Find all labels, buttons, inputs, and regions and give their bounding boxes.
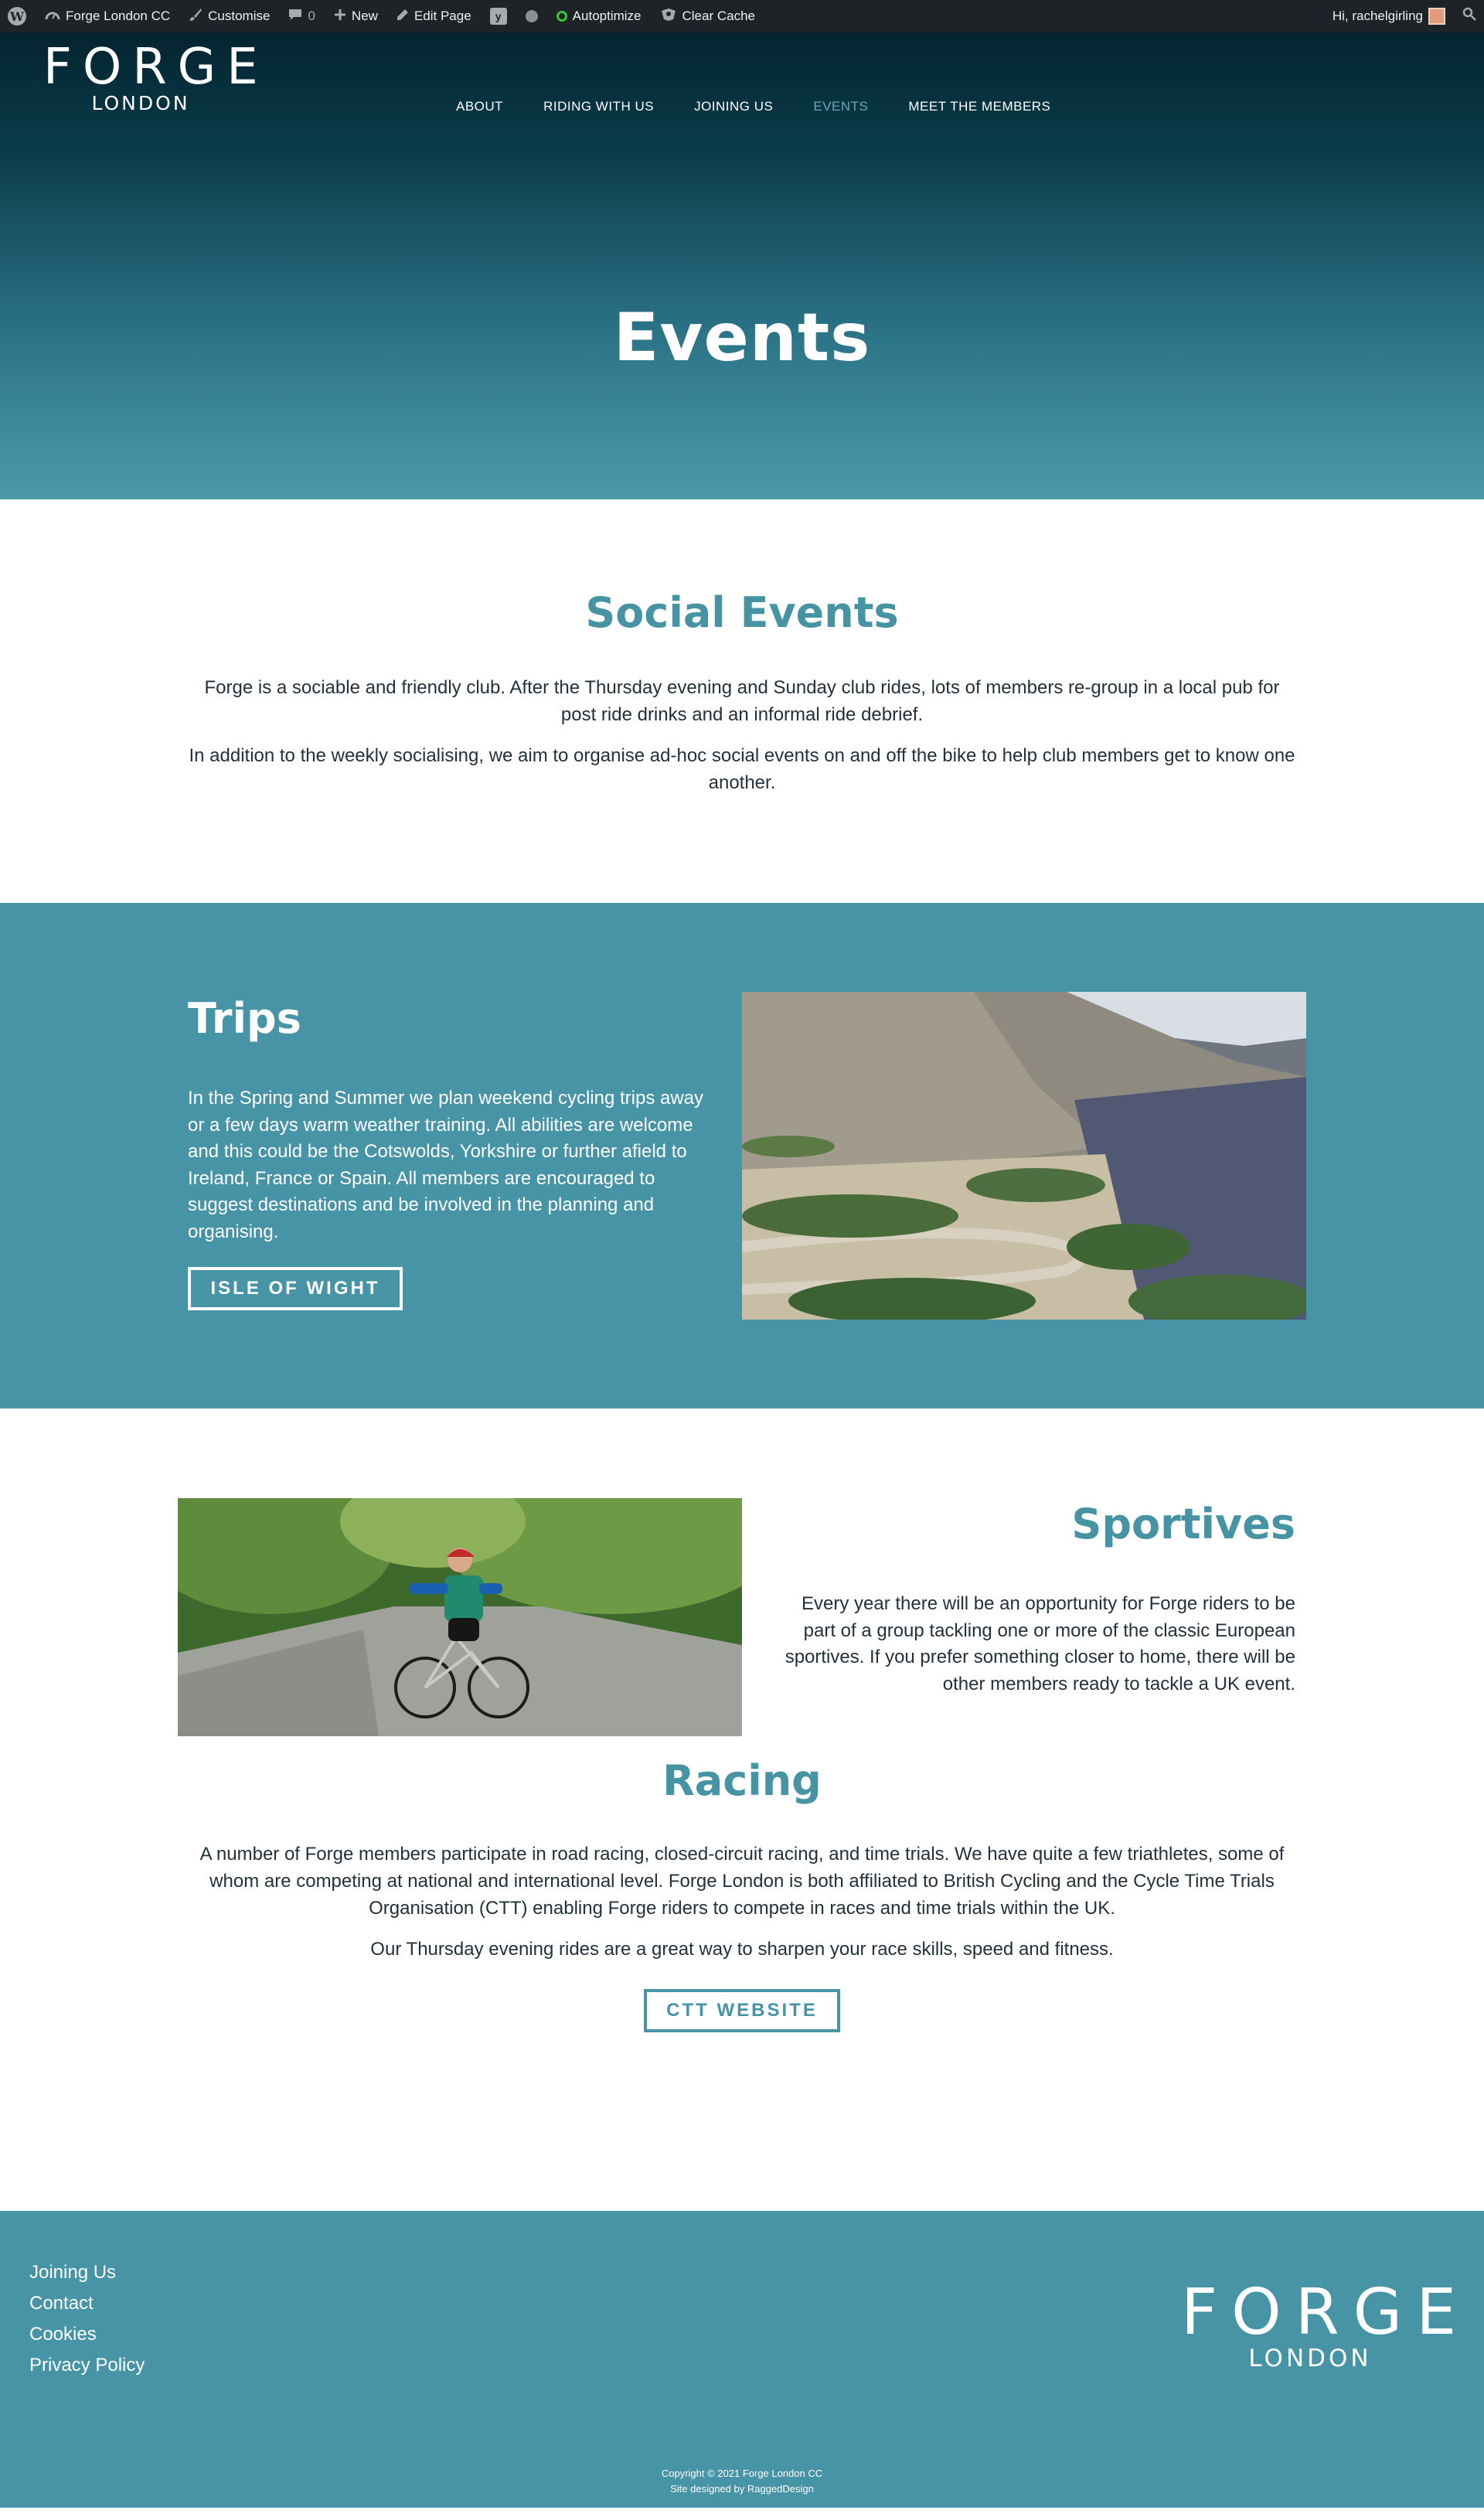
designer-credit: Site designed by RaggedDesign: [670, 2483, 814, 2495]
footer-link-cookies[interactable]: Cookies: [29, 2324, 97, 2345]
social-paragraph-2: In addition to the weekly socialising, we aim to organise ad-hoc social events on and off the bike to help club members get to know one another.: [189, 745, 1295, 793]
site-footer: [0, 2211, 1484, 2508]
dashboard-icon: [45, 9, 60, 25]
nav-meet-the-members[interactable]: MEET THE MEMBERS: [908, 99, 1051, 114]
social-events-section: [0, 499, 1484, 903]
nav-joining-us[interactable]: JOINING US: [694, 99, 774, 114]
hero-header: [0, 32, 1484, 499]
footer-links: [29, 2257, 145, 2381]
plus-icon: [334, 9, 346, 25]
nav-riding-with-us[interactable]: RIDING WITH US: [543, 99, 655, 114]
account-greeting: Hi, rachelgirling: [1332, 9, 1423, 23]
comment-bubble-icon: [288, 9, 302, 25]
logo-london-text: LONDON: [91, 92, 190, 114]
clear-cache-label: Clear Cache: [682, 9, 755, 23]
site-name-label: Forge London CC: [66, 9, 171, 23]
autoptimize-link[interactable]: [556, 9, 642, 24]
social-paragraph-1: Forge is a sociable and friendly club. After the Thursday evening and Sunday club rides, lots of members re-group in a local pub for post ride drinks and an informal ride debrief.: [204, 677, 1280, 725]
trips-section: [0, 903, 1484, 1408]
cache-icon: [660, 8, 677, 26]
footer-link-privacy-policy[interactable]: Privacy Policy: [29, 2355, 145, 2376]
autoptimize-label: Autoptimize: [572, 9, 642, 23]
edit-page-label: Edit Page: [414, 9, 471, 23]
page-title: Events: [613, 299, 871, 376]
main-nav: [456, 99, 1050, 114]
racing-paragraph-1: A number of Forge members participate in road racing, closed-circuit racing, and time trials. We have quite a few triathletes, some of whom are competing at national and international level. Forge London is both affiliated to British Cycling and the Cycle Time Trials Organisation (CTT) enabling Forge riders to compete in races and time trials within the UK.: [199, 1844, 1285, 1919]
avatar: [1428, 8, 1445, 25]
social-events-heading: Social Events: [585, 588, 899, 637]
logo-forge-text: FORGE: [43, 39, 269, 96]
footer-logo[interactable]: [1167, 2276, 1471, 2372]
green-circle-icon: [556, 11, 567, 22]
clear-cache-link[interactable]: [660, 8, 756, 26]
racing-heading: Racing: [662, 1756, 822, 1805]
footer-logo-london-text: LONDON: [1248, 2345, 1372, 2372]
status-dot: [526, 10, 538, 22]
ctt-website-button[interactable]: CTT WEBSITE: [644, 1989, 840, 2032]
sportives-text: Every year there will be an opportunity for Forge riders to be part of a group tackling one or more of the classic European sportives. If you prefer something closer to home, there will be other members ready to tackle a UK event.: [785, 1593, 1295, 1694]
site-logo[interactable]: [32, 39, 269, 114]
pencil-icon: [397, 9, 409, 25]
trips-heading: Trips: [188, 994, 301, 1043]
footer-link-joining-us[interactable]: Joining Us: [29, 2262, 117, 2283]
customise-label: Customise: [208, 9, 271, 23]
racing-section: [0, 1733, 1484, 2211]
cyclist-photo: [178, 1498, 742, 1736]
sportives-heading: Sportives: [1071, 1500, 1295, 1548]
yoast-icon: y: [490, 8, 507, 25]
coastal-road-photo: [742, 992, 1306, 1320]
footer-logo-forge-text: FORGE: [1181, 2276, 1471, 2349]
trips-text: In the Spring and Summer we plan weekend cycling trips away or a few days warm weather training. All abilities are welcome and this could be the Cotswolds, Yorkshire or further afield to Ireland, France or Spain. All members are encouraged to suggest destinations and be involved in the planning and organising.: [188, 1088, 704, 1242]
isle-of-wight-button[interactable]: ISLE OF WIGHT: [188, 1267, 403, 1310]
nav-about[interactable]: ABOUT: [456, 99, 504, 114]
new-content-link[interactable]: [334, 9, 378, 25]
site-name-link[interactable]: [45, 9, 170, 25]
wordpress-menu[interactable]: [8, 7, 26, 26]
paintbrush-icon: [189, 8, 203, 26]
admin-bar: [0, 0, 1484, 32]
edit-page-link[interactable]: [397, 9, 471, 25]
search-icon[interactable]: [1462, 7, 1476, 26]
comments-link[interactable]: [288, 9, 315, 25]
racing-paragraph-2: Our Thursday evening rides are a great way to sharpen your race skills, speed and fitness.: [370, 1939, 1114, 1960]
new-label: New: [351, 9, 378, 23]
sportives-section: [0, 1408, 1484, 1733]
footer-copyright: [0, 2466, 1484, 2497]
yoast-menu[interactable]: [490, 8, 507, 25]
nav-events[interactable]: EVENTS: [813, 99, 869, 114]
account-menu[interactable]: [1333, 8, 1445, 25]
comments-count: 0: [308, 9, 315, 23]
wordpress-logo-icon: W: [8, 7, 26, 26]
grey-dot-icon: [526, 10, 538, 22]
copyright-text: Copyright © 2021 Forge London CC: [661, 2468, 823, 2479]
customise-link[interactable]: [189, 8, 270, 26]
footer-link-contact[interactable]: Contact: [29, 2293, 94, 2314]
